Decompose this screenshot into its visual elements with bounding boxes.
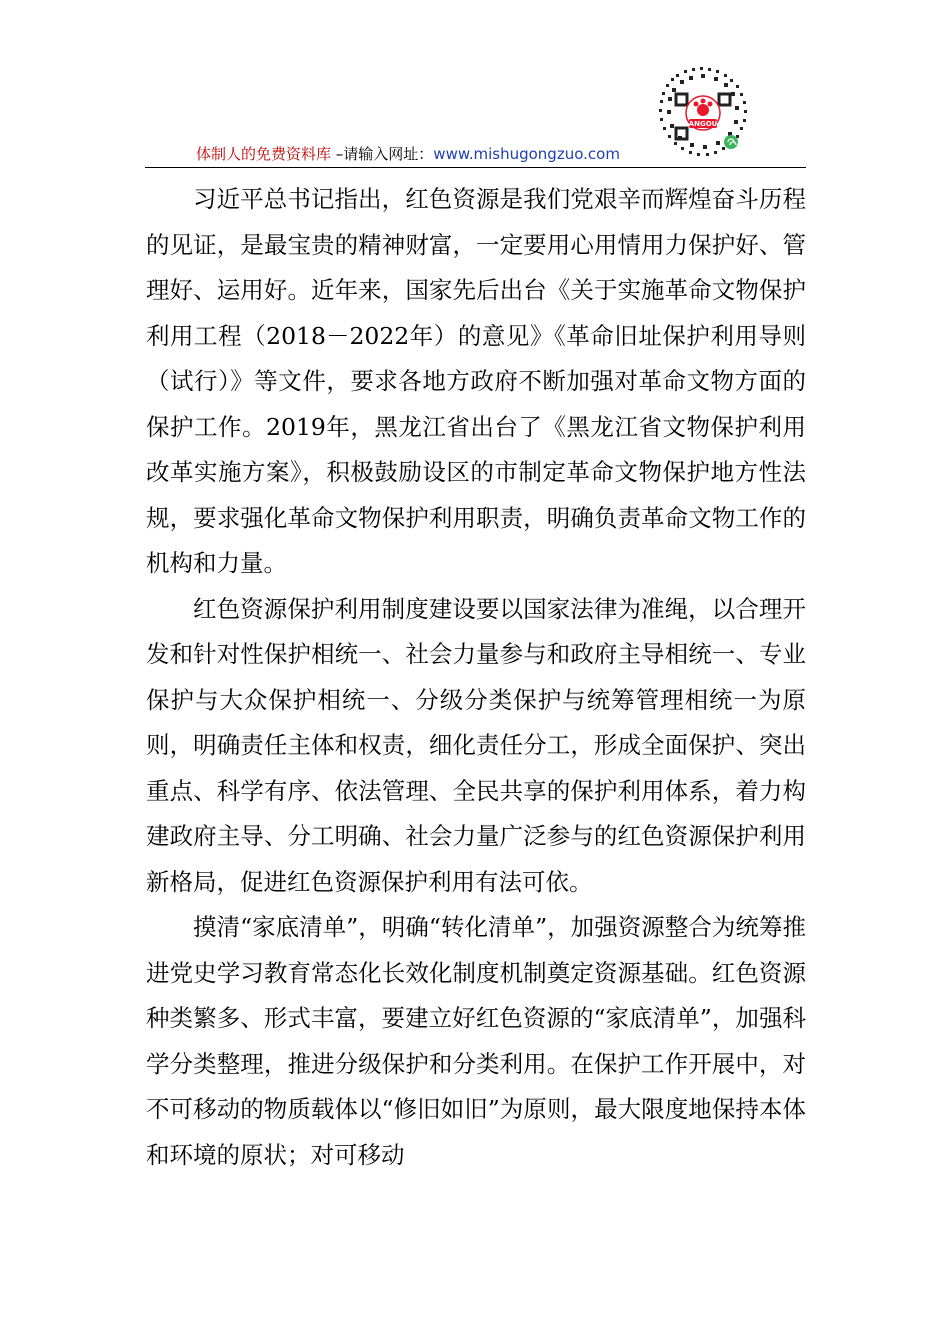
header-bar: [196, 144, 620, 164]
header-divider: [145, 167, 806, 168]
header-brand: 体制人的免费资料库: [196, 145, 332, 163]
header-url-link[interactable]: www.mishugongzuo.com: [433, 145, 620, 163]
paragraph: 摸清“家底清单”，明确“转化清单”，加强资源整合为统筹推进党史学习教育常态化长效化制度机制奠定资源基础。红色资源种类繁多、形式丰富，要建立好红色资源的“家底清单”，加强科学分类整理，推进分级保护和分类利用。在保护工作开展中，对不可移动的物质载体以“修旧如旧”为原则，最大限度地保持本体和环境的原状；对可移动: [146, 913, 806, 1169]
document-body: [146, 177, 806, 1178]
qr-code[interactable]: [656, 66, 750, 160]
svg-text:ANGOU: ANGOU: [688, 120, 718, 128]
paragraph: 红色资源保护利用制度建设要以国家法律为准绳，以合理开发和针对性保护相统一、社会力量参与和政府主导相统一、专业保护与大众保护相统一、分级分类保护与统筹管理相统一为原则，明确责任主体和权责，细化责任分工，形成全面保护、突出重点、科学有序、依法管理、全民共享的保护利用体系，着力构建政府主导、分工明确、社会力量广泛参与的红色资源保护利用新格局，促进红色资源保护利用有法可依。: [146, 594, 806, 896]
header-separator: –请输入网址：: [331, 145, 434, 163]
paragraph: 习近平总书记指出，红色资源是我们党艰辛而辉煌奋斗历程的见证，是最宝贵的精神财富，一定要用心用情用力保护好、管理好、运用好。近年来，国家先后出台《关于实施革命文物保护利用工程（2018－2022年）的意见》《革命旧址保护利用导则（试行）》等文件，要求各地方政府不断加强对革命文物方面的保护工作。2019年，黑龙江省出台了《黑龙江省文物保护利用改革实施方案》，积极鼓励设区的市制定革命文物保护地方性法规，要求强化革命文物保护利用职责，明确负责革命文物工作的机构和力量。: [146, 185, 806, 577]
